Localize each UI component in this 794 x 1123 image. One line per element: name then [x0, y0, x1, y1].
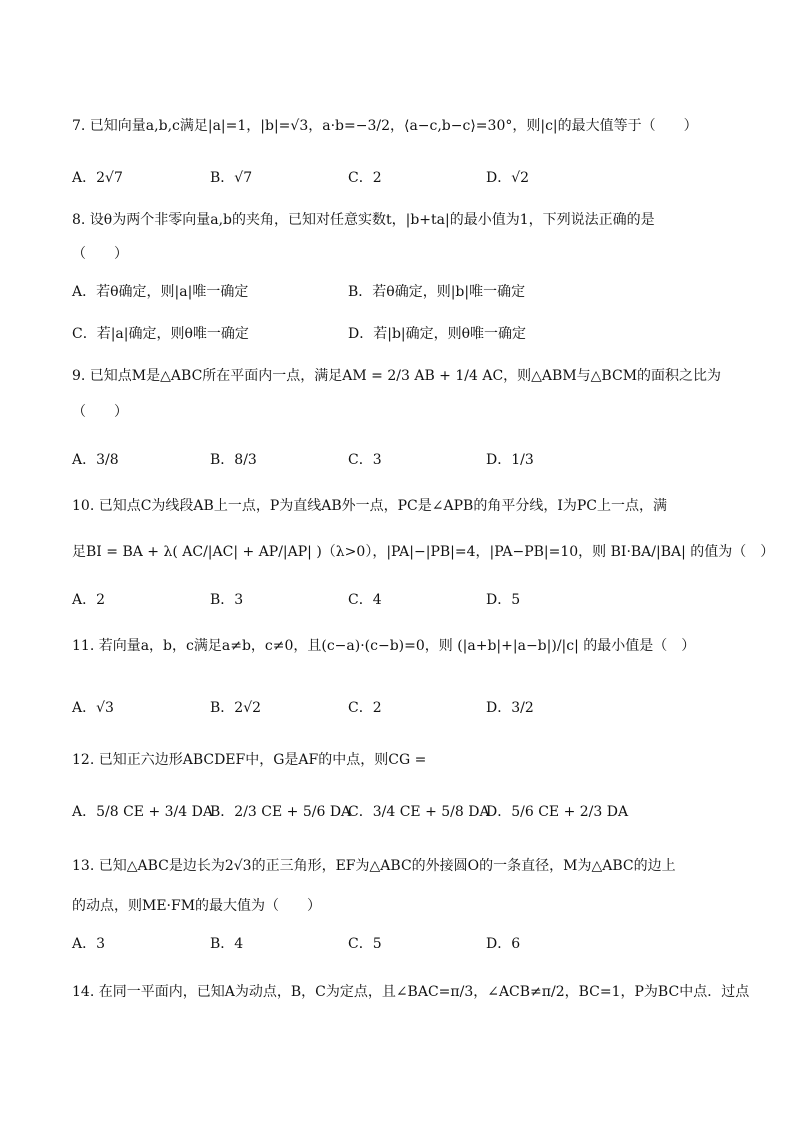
option-b: B．若θ确定，则|b|唯一确定 — [348, 284, 526, 300]
question-12-stem: 12. 已知正六边形ABCDEF中，G是AF的中点，则CG = — [72, 752, 427, 768]
option-b: B．2√2 — [210, 700, 262, 716]
option-d: D．3/2 — [486, 700, 534, 716]
option-b: B．√7 — [210, 170, 253, 186]
option-c: C．4 — [348, 592, 382, 608]
option-b: B．2/3 CE + 5/6 DA — [210, 804, 352, 820]
option-c: C．5 — [348, 936, 382, 952]
option-d: D．6 — [486, 936, 521, 952]
option-a: A．若θ确定，则|a|唯一确定 — [72, 284, 249, 300]
option-b: B．8/3 — [210, 452, 257, 468]
question-11-stem: 11. 若向量a，b，c满足a≠b，c≠0，且(c−a)·(c−b)=0，则 (|a+b|+|a−b|)/|c| 的最小值是（ ） — [72, 638, 696, 654]
option-c: C．3 — [348, 452, 382, 468]
question-8-stem: 8. 设θ为两个非零向量a,b的夹角，已知对任意实数t，|b+ta|的最小值为1，下列说法正确的是 — [72, 212, 655, 228]
question-10-stem-cont: 足BI = BA + λ( AC/|AC| + AP/|AP| )（λ>0），|PA|−|PB|=4，|PA−PB|=10，则 BI·BA/|BA| 的值为（ ） — [72, 544, 775, 560]
option-d: D．√2 — [486, 170, 530, 186]
option-a: A．3 — [72, 936, 106, 952]
option-c: C．2 — [348, 700, 382, 716]
question-10-stem: 10. 已知点C为线段AB上一点，P为直线AB外一点，PC是∠APB的角平分线，I为PC上一点，满 — [72, 498, 667, 514]
question-14-stem: 14. 在同一平面内，已知A为动点，B，C为定点，且∠BAC=π/3，∠ACB≠π/2，BC=1，P为BC中点．过点 — [72, 984, 750, 1000]
question-13-stem-cont: 的动点，则ME·FM的最大值为（ ） — [72, 898, 322, 914]
option-b: B．3 — [210, 592, 244, 608]
question-9-stem: 9. 已知点M是△ABC所在平面内一点，满足AM = 2/3 AB + 1/4 AC，则△ABM与△BCM的面积之比为 — [72, 368, 722, 384]
option-a: A．2√7 — [72, 170, 123, 186]
option-d: D．5 — [486, 592, 521, 608]
question-7-stem: 7. 已知向量a,b,c满足|a|=1，|b|=√3，a·b=−3/2，⟨a−c,b−c⟩=30°，则|c|的最大值等于（ ） — [72, 118, 698, 134]
option-a: A．3/8 — [72, 452, 119, 468]
option-c: C．3/4 CE + 5/8 DA — [348, 804, 490, 820]
option-c: C．若|a|确定，则θ唯一确定 — [72, 326, 249, 342]
option-d: D．若|b|确定，则θ唯一确定 — [348, 326, 527, 342]
question-8-stem-cont: （ ） — [72, 246, 128, 262]
option-b: B．4 — [210, 936, 244, 952]
option-d: D．5/6 CE + 2/3 DA — [486, 804, 629, 820]
question-13-stem: 13. 已知△ABC是边长为2√3的正三角形，EF为△ABC的外接圆O的一条直径，M为△ABC的边上 — [72, 858, 676, 874]
question-9-stem-cont: （ ） — [72, 404, 128, 420]
option-a: A．√3 — [72, 700, 114, 716]
option-c: C．2 — [348, 170, 382, 186]
option-a: A．5/8 CE + 3/4 DA — [72, 804, 213, 820]
option-d: D．1/3 — [486, 452, 534, 468]
option-a: A．2 — [72, 592, 106, 608]
